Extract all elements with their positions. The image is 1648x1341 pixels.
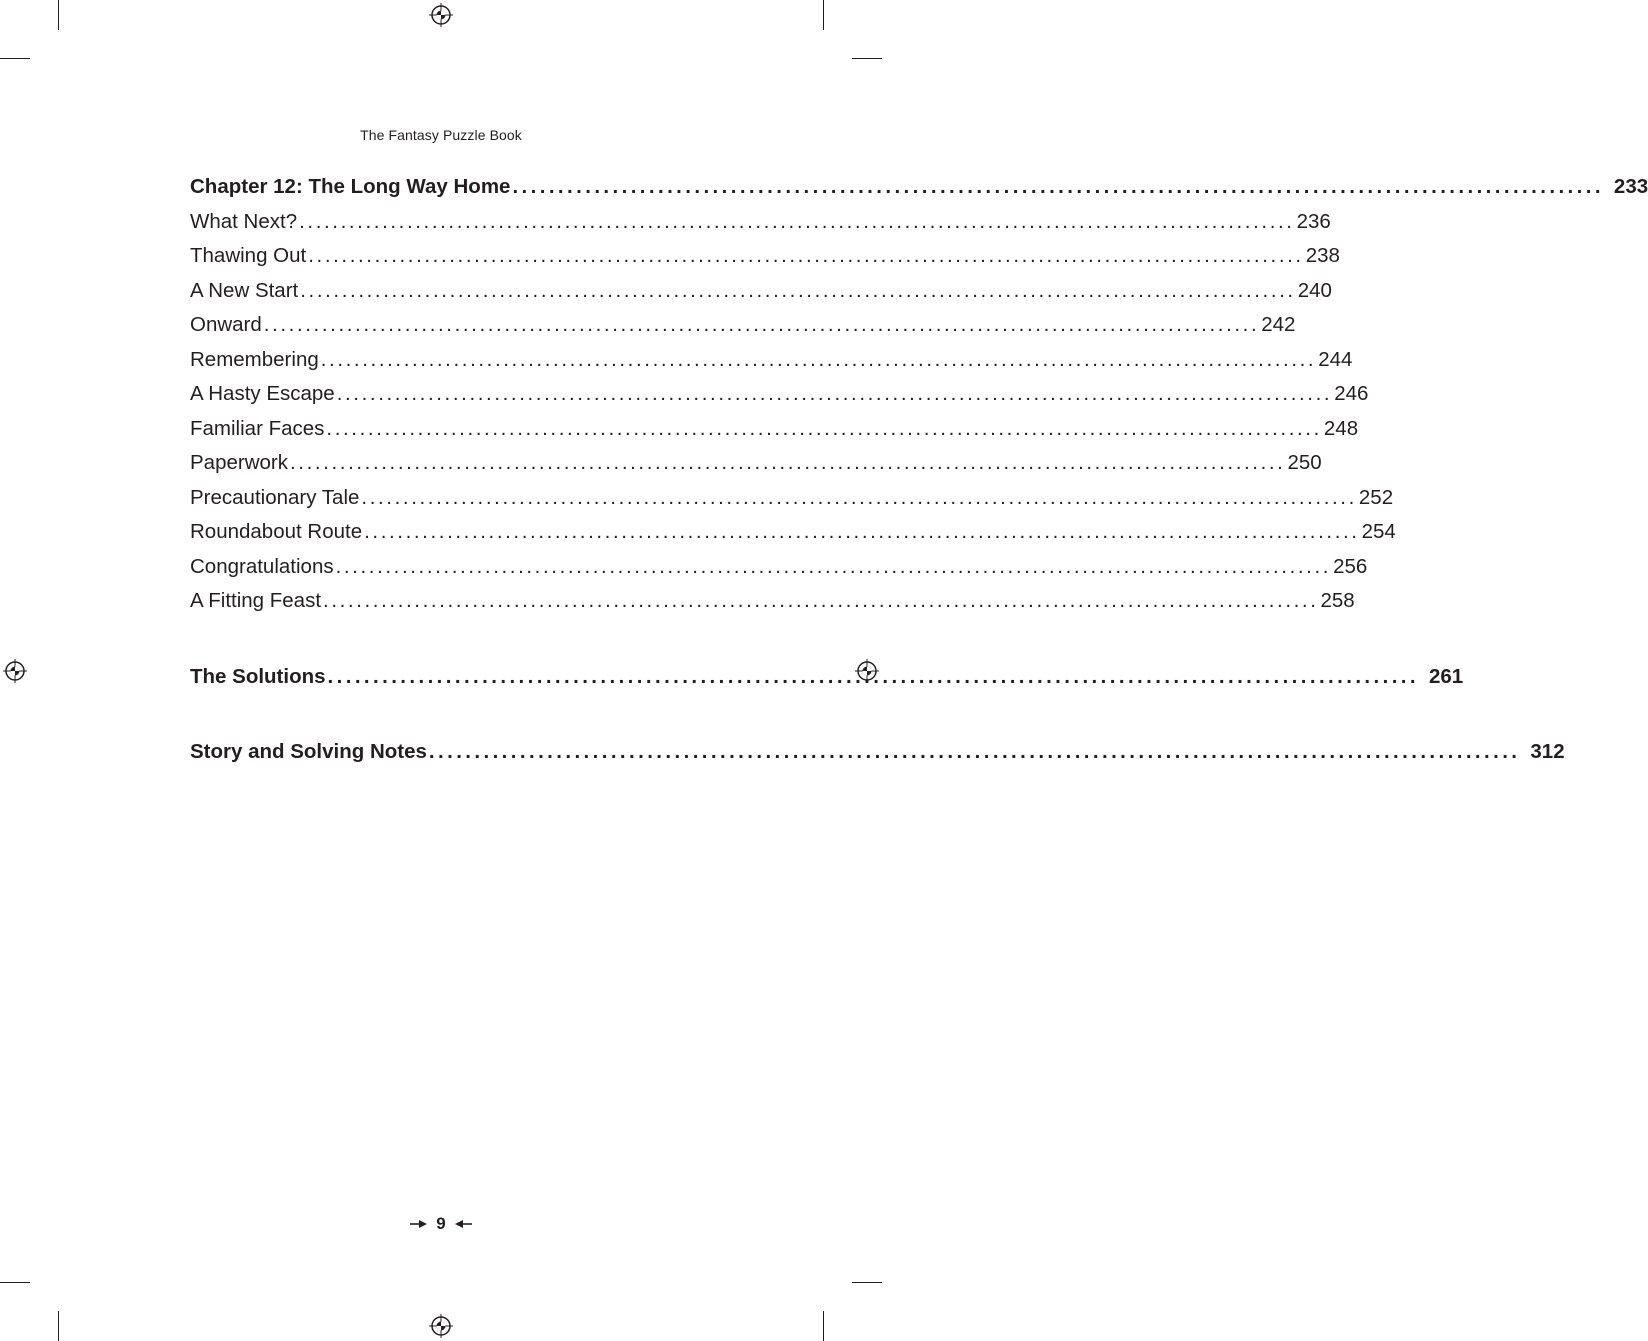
page-number: 9 <box>436 1214 446 1233</box>
toc-entry-page: 248 <box>1323 416 1359 440</box>
arrow-right-icon <box>410 1219 428 1229</box>
toc-solutions-row[interactable] <box>190 660 1464 695</box>
toc-notes-row[interactable] <box>190 735 1565 770</box>
dot-leader: ........................................................................................................................ <box>336 382 1333 405</box>
toc-solutions-page: 261 <box>1429 664 1464 688</box>
dot-leader: ........................................................................................................................ <box>512 175 1604 198</box>
toc-entry-title: Thawing Out <box>190 244 307 267</box>
crop-mark <box>852 1282 882 1283</box>
toc-chapter-title: Chapter 12: The Long Way Home <box>190 175 511 198</box>
table-of-contents <box>190 170 1648 770</box>
toc-entry[interactable] <box>190 343 1353 378</box>
toc-entry-page: 254 <box>1361 520 1396 543</box>
registration-mark-icon <box>3 659 27 683</box>
dot-leader: ........................................................................................................................ <box>300 278 1296 302</box>
toc-entry[interactable] <box>190 550 1368 585</box>
registration-mark-icon <box>429 3 453 27</box>
dot-leader: ........................................................................................................................ <box>308 244 1304 267</box>
toc-entry[interactable] <box>190 584 1355 619</box>
toc-entry-title: What Next? <box>190 209 298 233</box>
toc-notes-title: Story and Solving Notes <box>190 740 427 763</box>
toc-entry[interactable] <box>190 412 1359 447</box>
toc-entry[interactable] <box>190 274 1332 309</box>
toc-chapter-row[interactable] <box>190 170 1648 205</box>
registration-mark-icon <box>429 1314 453 1338</box>
toc-entry-page: 236 <box>1296 209 1331 233</box>
dot-leader: ........................................................................................................................ <box>326 416 1322 440</box>
toc-entry[interactable] <box>190 446 1322 481</box>
crop-mark <box>0 1282 30 1283</box>
crop-mark <box>58 1311 59 1341</box>
toc-entry[interactable] <box>190 515 1396 550</box>
toc-entry-title: Congratulations <box>190 554 334 578</box>
dot-leader: ........................................................................................................................ <box>299 209 1295 233</box>
toc-entry-page: 258 <box>1320 589 1355 612</box>
crop-mark <box>823 0 824 30</box>
toc-entry-title: Onward <box>190 313 262 336</box>
toc-chapter-page: 233 <box>1613 175 1648 198</box>
toc-entry-title: Paperwork <box>190 451 288 474</box>
toc-entry-title: A Hasty Escape <box>190 382 335 405</box>
toc-entry-title: Precautionary Tale <box>190 485 360 509</box>
toc-entry-page: 256 <box>1333 554 1368 578</box>
dot-leader: ........................................................................................................................ <box>428 740 1521 763</box>
dot-leader: ........................................................................................................................ <box>323 589 1319 612</box>
toc-entry-page: 250 <box>1287 451 1322 474</box>
crop-mark <box>823 1311 824 1341</box>
toc-entry-title: A Fitting Feast <box>190 589 322 612</box>
toc-entry[interactable] <box>190 377 1369 412</box>
dot-leader: ........................................................................................................................ <box>320 347 1317 371</box>
arrow-left-icon <box>454 1219 472 1229</box>
dot-leader: ........................................................................................................................ <box>361 485 1357 509</box>
toc-entry-title: Familiar Faces <box>190 416 325 440</box>
toc-entry[interactable] <box>190 481 1394 516</box>
toc-entry-page: 238 <box>1305 244 1340 267</box>
running-head: The Fantasy Puzzle Book <box>360 127 522 143</box>
toc-entry[interactable] <box>190 239 1340 274</box>
toc-entry-page: 240 <box>1297 278 1332 302</box>
toc-notes-page: 312 <box>1530 740 1565 763</box>
toc-entry-page: 246 <box>1334 382 1369 405</box>
toc-entry-page: 252 <box>1358 485 1394 509</box>
dot-leader: ........................................................................................................................ <box>335 554 1332 578</box>
dot-leader: ........................................................................................................................ <box>263 313 1260 336</box>
dot-leader: ........................................................................................................................ <box>364 520 1360 543</box>
crop-mark <box>0 58 30 59</box>
crop-mark <box>852 58 882 59</box>
toc-entry-title: Roundabout Route <box>190 520 363 543</box>
toc-entry-page: 244 <box>1318 347 1353 371</box>
toc-entry-page: 242 <box>1261 313 1296 336</box>
page-folio <box>0 1214 882 1234</box>
dot-leader: ........................................................................................................................ <box>327 664 1419 688</box>
toc-entry[interactable] <box>190 205 1331 240</box>
crop-mark <box>58 0 59 30</box>
toc-entry[interactable] <box>190 308 1296 343</box>
toc-solutions-title: The Solutions <box>190 664 326 688</box>
dot-leader: ........................................................................................................................ <box>290 451 1286 474</box>
toc-entry-title: Remembering <box>190 347 319 371</box>
toc-entry-title: A New Start <box>190 278 299 302</box>
